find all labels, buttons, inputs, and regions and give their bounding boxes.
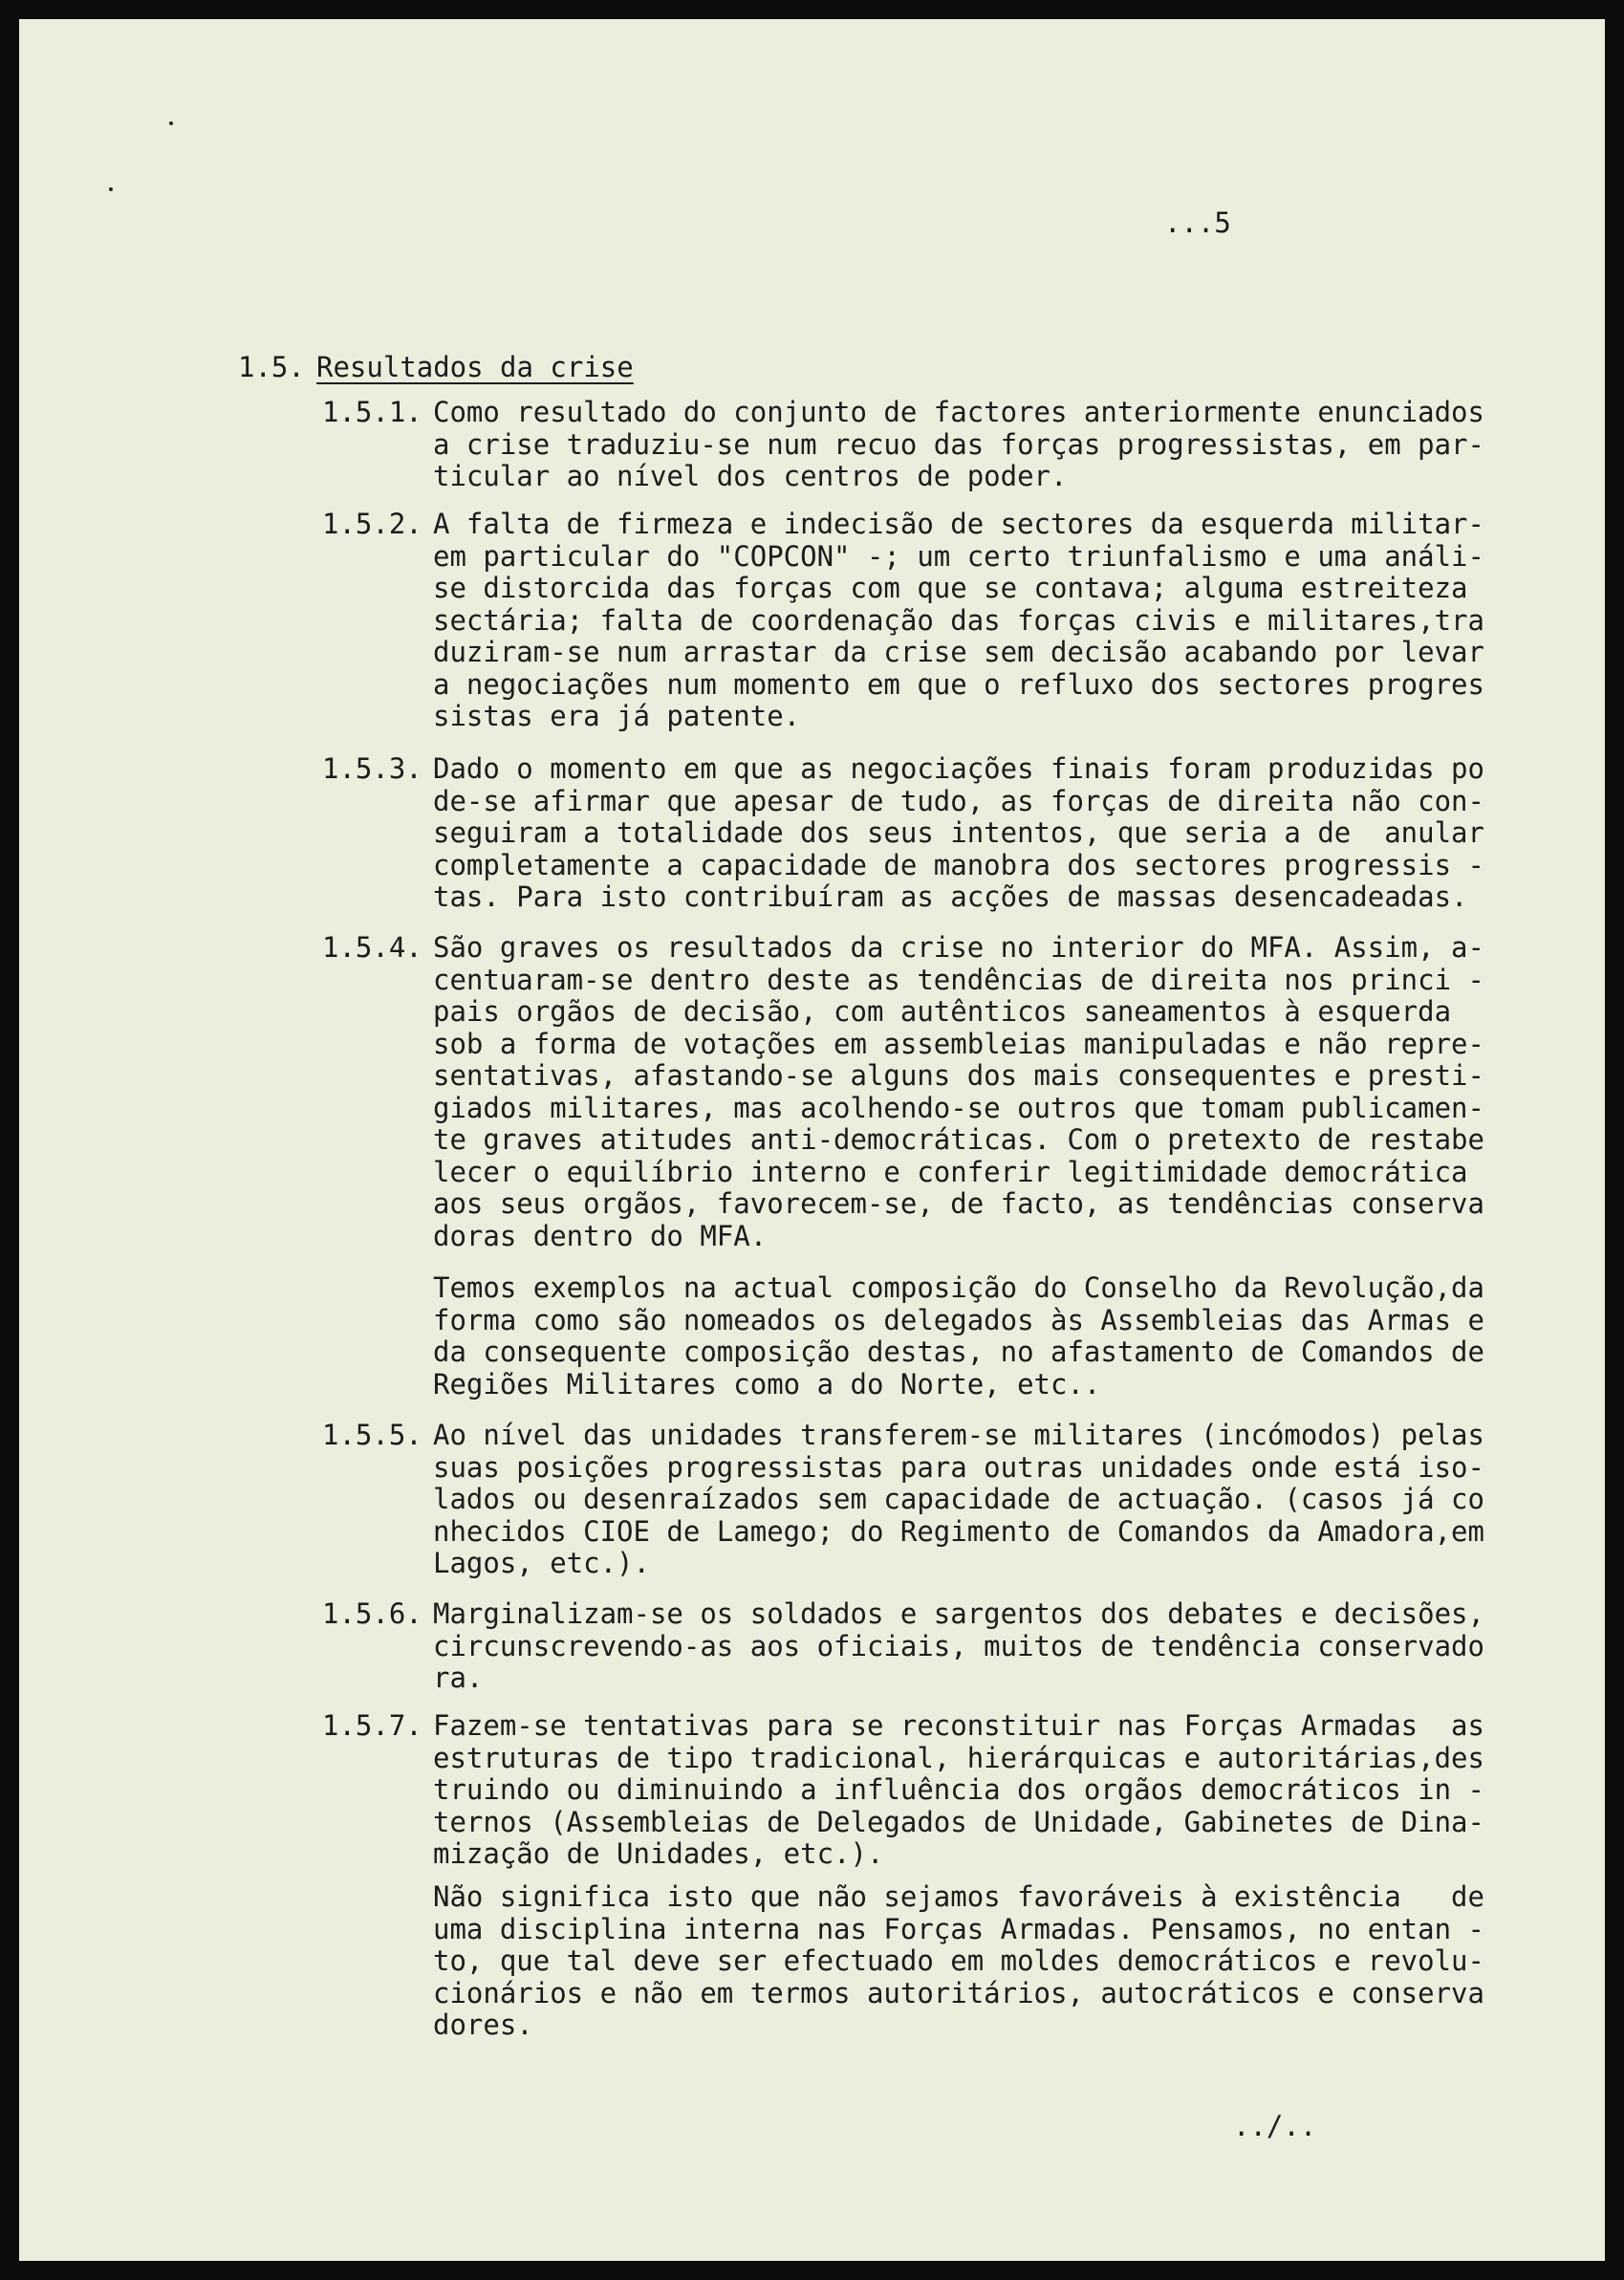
text-line: mização de Unidades, etc.). (433, 1837, 884, 1870)
text-line: de-se afirmar que apesar de tudo, as forças de direita não con- (433, 784, 1484, 817)
text-line: sentativas, afastando-se alguns dos mais consequentes e presti- (433, 1059, 1484, 1092)
section-number: 1.5. (238, 351, 305, 383)
continuation-mark: ../.. (1233, 2110, 1317, 2142)
text-line: ticular ao nível dos centros de poder. (433, 460, 1068, 492)
text-line: Não significa isto que não sejamos favoráveis à existência de (433, 1880, 1484, 1913)
text-line: São graves os resultados da crise no interior do MFA. Assim, a- (433, 931, 1484, 964)
text-line: Regiões Militares como a do Norte, etc.. (433, 1367, 1101, 1401)
item-number: 1.5.6. (322, 1597, 422, 1630)
item-paragraph (433, 1272, 1484, 1401)
text-line: nhecidos CIOE de Lamego; do Regimento de Comandos da Amadora,em (433, 1514, 1484, 1548)
text-line: centuaram-se dentro deste as tendências de direita nos princi - (433, 963, 1484, 996)
text-line: Como resultado do conjunto de factores anteriormente enunciados (433, 396, 1484, 428)
item-paragraph (433, 1881, 1484, 2042)
item-text (433, 509, 1484, 733)
item-text (433, 1598, 1484, 1695)
text-line: forma como são nomeados os delegados às Assembleias das Armas e (433, 1303, 1484, 1336)
text-line: truindo ou diminuindo a influência dos orgãos democráticos in - (433, 1773, 1484, 1806)
item-number: 1.5.2. (322, 508, 422, 540)
text-line: Ao nível das unidades transferem-se militares (incómodos) pelas (433, 1419, 1484, 1451)
text-line: se distorcida das forças com que se contava; alguma estreiteza (433, 572, 1468, 604)
document-page (19, 19, 1605, 2261)
item-number: 1.5.5. (322, 1419, 422, 1451)
text-line: Fazem-se tentativas para se reconstituir nas Forças Armadas as (433, 1709, 1484, 1742)
text-line: lados ou desenraízados sem capacidade de actuação. (casos já co (433, 1483, 1484, 1515)
text-line: giados militares, mas acolhendo-se outros que tomam publicamen- (433, 1091, 1484, 1124)
text-line: pais orgãos de decisão, com autênticos saneamentos à esquerda (433, 995, 1452, 1028)
item-text (433, 932, 1484, 1252)
text-line: tas. Para isto contribuíram as acções de massas desencadeadas. (433, 880, 1468, 913)
text-line: a crise traduziu-se num recuo das forças progressistas, em par- (433, 427, 1484, 461)
text-line: sob a forma de votações em assembleias manipuladas e não repre- (433, 1027, 1484, 1060)
text-line: completamente a capacidade de manobra dos sectores progressis - (433, 848, 1484, 881)
text-line: sistas era já patente. (433, 700, 801, 732)
scan-speck (169, 121, 173, 125)
text-line: ternos (Assembleias de Delegados de Unidade, Gabinetes de Dina- (433, 1805, 1484, 1838)
text-line: sectária; falta de coordenação das forças civis e militares,tra (433, 603, 1484, 637)
text-line: a negociações num momento em que o refluxo dos sectores progres (433, 667, 1484, 701)
text-line: seguiram a totalidade dos seus intentos, que seria a de anular (433, 816, 1484, 849)
item-text (433, 1710, 1484, 1871)
text-line: aos seus orgãos, favorecem-se, de facto, as tendências conserva (433, 1187, 1484, 1220)
item-text (433, 397, 1484, 493)
text-line: circunscrevendo-as aos oficiais, muitos de tendência conservado (433, 1629, 1484, 1662)
text-line: suas posições progressistas para outras unidades onde está iso- (433, 1450, 1484, 1484)
section-title: Resultados da crise (316, 351, 634, 383)
text-line: dores. (433, 2009, 533, 2041)
text-line: doras dentro do MFA. (433, 1219, 768, 1252)
text-line: Temos exemplos na actual composição do Conselho da Revolução,da (433, 1271, 1484, 1304)
item-number: 1.5.1. (322, 396, 422, 428)
item-text (433, 1420, 1484, 1580)
scan-speck (109, 187, 113, 191)
text-line: estruturas de tipo tradicional, hierárquicas e autoritárias,des (433, 1741, 1484, 1774)
item-number: 1.5.4. (322, 931, 422, 964)
text-line: te graves atitudes anti-democráticas. Com o pretexto de restabe (433, 1123, 1484, 1156)
item-text (433, 753, 1484, 914)
text-line: A falta de firmeza e indecisão de sectores da esquerda militar- (433, 508, 1484, 540)
page-reference: ...5 (1164, 206, 1231, 239)
text-line: cionários e não em termos autoritários, autocráticos e conserva (433, 1976, 1484, 2009)
text-line: Lagos, etc.). (433, 1547, 650, 1579)
item-number: 1.5.7. (322, 1709, 422, 1742)
text-line: em particular do "COPCON" -; um certo triunfalismo e uma análi- (433, 539, 1484, 573)
text-line: uma disciplina interna nas Forças Armadas. Pensamos, no entan - (433, 1912, 1484, 1945)
text-line: ra. (433, 1661, 484, 1694)
text-line: Marginalizam-se os soldados e sargentos dos debates e decisões, (433, 1597, 1484, 1630)
text-line: to, que tal deve ser efectuado em moldes democráticos e revolu- (433, 1944, 1484, 1977)
text-line: lecer o equilíbrio interno e conferir legitimidade democrática (433, 1155, 1468, 1188)
item-number: 1.5.3. (322, 752, 422, 785)
text-line: duziram-se num arrastar da crise sem decisão acabando por levar (433, 636, 1484, 668)
text-line: da consequente composição destas, no afastamento de Comandos de (433, 1335, 1484, 1368)
text-line: Dado o momento em que as negociações finais foram produzidas po (433, 752, 1484, 785)
